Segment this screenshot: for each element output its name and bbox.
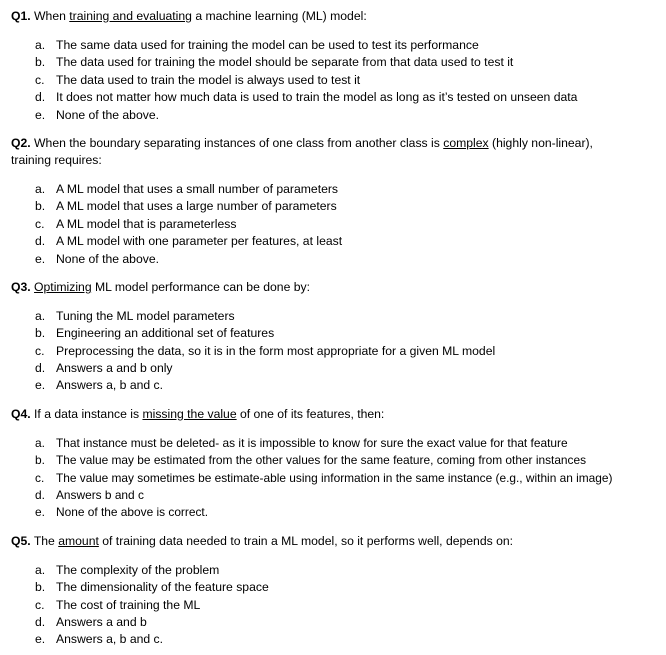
answer-option-a [11, 435, 666, 452]
question-1 [11, 8, 666, 135]
option-text: It does not matter how much data is used to train the model as long as it’s tested on unseen data [56, 90, 578, 105]
option-letter: d. [35, 614, 46, 629]
option-letter: b. [35, 580, 46, 595]
answer-option-d [11, 233, 666, 250]
answer-options [11, 181, 666, 268]
answer-option-a [11, 181, 666, 198]
option-letter: c. [35, 343, 45, 358]
option-text: Tuning the ML model parameters [56, 308, 235, 323]
option-text: The data used for training the model should be separate from that data used to test it [56, 55, 514, 70]
option-letter: b. [35, 199, 46, 214]
option-letter: e. [35, 251, 46, 266]
answer-option-b [11, 452, 666, 469]
prompt-text: When [30, 9, 70, 23]
option-text: A ML model that uses a large number of parameters [56, 199, 337, 214]
prompt-emphasis: Optimizing [34, 279, 92, 294]
option-text: None of the above. [56, 251, 159, 266]
answer-option-b [11, 579, 666, 596]
prompt-text: The [30, 533, 59, 548]
answer-option-c [11, 72, 666, 89]
option-text: Answers a and b [56, 614, 147, 629]
option-text: A ML model with one parameter per features, at least [56, 234, 343, 249]
answer-option-a [11, 37, 666, 54]
answer-option-d [11, 487, 666, 504]
option-text: That instance must be deleted- as it is impossible to know for sure the exact value for that feature [56, 435, 568, 450]
question-number: Q5. [11, 533, 31, 548]
prompt-emphasis: amount [58, 533, 99, 548]
answer-option-d [11, 89, 666, 106]
answer-option-b [11, 54, 666, 71]
answer-option-b [11, 198, 666, 215]
answer-options [11, 562, 666, 649]
answer-option-d [11, 614, 666, 631]
option-text: Answers a, b and c. [56, 378, 164, 393]
option-text: Answers b and c [56, 488, 144, 503]
prompt-text: (highly non-linear), training requires: [11, 135, 593, 167]
option-letter: c. [35, 72, 45, 87]
question-prompt [11, 279, 666, 296]
answer-options [11, 435, 666, 522]
question-prompt [11, 8, 666, 25]
question-number: Q2. [11, 135, 31, 150]
option-letter: c. [35, 597, 45, 612]
option-letter: b. [35, 326, 46, 341]
answer-option-e [11, 504, 666, 521]
option-text: Answers a and b only [56, 361, 173, 376]
option-letter: d. [35, 361, 46, 376]
option-text: None of the above. [56, 107, 159, 122]
option-text: Preprocessing the data, so it is in the form most appropriate for a given ML model [56, 343, 496, 358]
option-letter: a. [35, 181, 46, 196]
answer-option-d [11, 360, 666, 377]
answer-option-c [11, 470, 666, 487]
option-letter: d. [35, 488, 45, 503]
option-letter: a. [35, 435, 45, 450]
option-text: None of the above is correct. [56, 505, 209, 520]
question-prompt [11, 406, 666, 423]
answer-option-c [11, 597, 666, 614]
prompt-text: ML model performance can be done by: [91, 279, 310, 294]
option-letter: c. [35, 216, 45, 231]
answer-option-b [11, 325, 666, 342]
answer-option-e [11, 377, 666, 394]
option-letter: a. [35, 308, 46, 323]
question-2 [11, 135, 666, 279]
option-text: The complexity of the problem [56, 562, 220, 577]
prompt-text: When the boundary separating instances of one class from another class is [30, 135, 444, 150]
answer-options [11, 308, 666, 395]
question-3 [11, 279, 666, 406]
option-text: The same data used for training the model can be used to test its performance [56, 38, 479, 52]
option-letter: c. [35, 470, 45, 485]
prompt-emphasis: training and evaluating [69, 9, 192, 23]
option-text: The value may be estimated from the other values for the same feature, coming from other instances [56, 453, 587, 468]
option-text: Answers a, b and c. [56, 632, 164, 647]
answer-option-c [11, 343, 666, 360]
question-number: Q3. [11, 279, 31, 294]
answer-option-e [11, 107, 666, 124]
option-text: The dimensionality of the feature space [56, 580, 269, 595]
option-letter: d. [35, 234, 46, 249]
option-text: The value may sometimes be estimate-able using information in the same instance (e.g., within an image) [56, 470, 613, 485]
option-text: The cost of training the ML [56, 597, 201, 612]
prompt-emphasis: complex [443, 135, 489, 150]
option-text: Engineering an additional set of features [56, 326, 275, 341]
question-5 [11, 533, 666, 649]
option-letter: b. [35, 453, 45, 468]
question-prompt [11, 533, 666, 550]
option-text: The data used to train the model is always used to test it [56, 72, 361, 87]
option-text: A ML model that uses a small number of parameters [56, 181, 339, 196]
prompt-text: of training data needed to train a ML model, so it performs well, depends on: [98, 533, 514, 548]
question-4 [11, 406, 666, 533]
option-letter: e. [35, 505, 45, 520]
option-letter: a. [35, 38, 46, 52]
option-letter: e. [35, 107, 46, 122]
option-letter: a. [35, 562, 46, 577]
prompt-text: If a data instance is [30, 406, 143, 421]
prompt-text: a machine learning (ML) model: [191, 9, 367, 23]
prompt-emphasis: missing the value [142, 406, 237, 421]
question-number: Q1. [11, 9, 31, 23]
answer-option-c [11, 216, 666, 233]
answer-option-a [11, 562, 666, 579]
option-letter: e. [35, 378, 46, 393]
question-number: Q4. [11, 406, 31, 421]
answer-option-a [11, 308, 666, 325]
prompt-text: of one of its features, then: [236, 406, 385, 421]
option-text: A ML model that is parameterless [56, 216, 237, 231]
answer-options [11, 37, 666, 124]
answer-option-e [11, 251, 666, 268]
question-prompt [11, 135, 611, 169]
answer-option-e [11, 631, 666, 648]
option-letter: b. [35, 55, 46, 70]
option-letter: e. [35, 632, 46, 647]
option-letter: d. [35, 90, 46, 105]
